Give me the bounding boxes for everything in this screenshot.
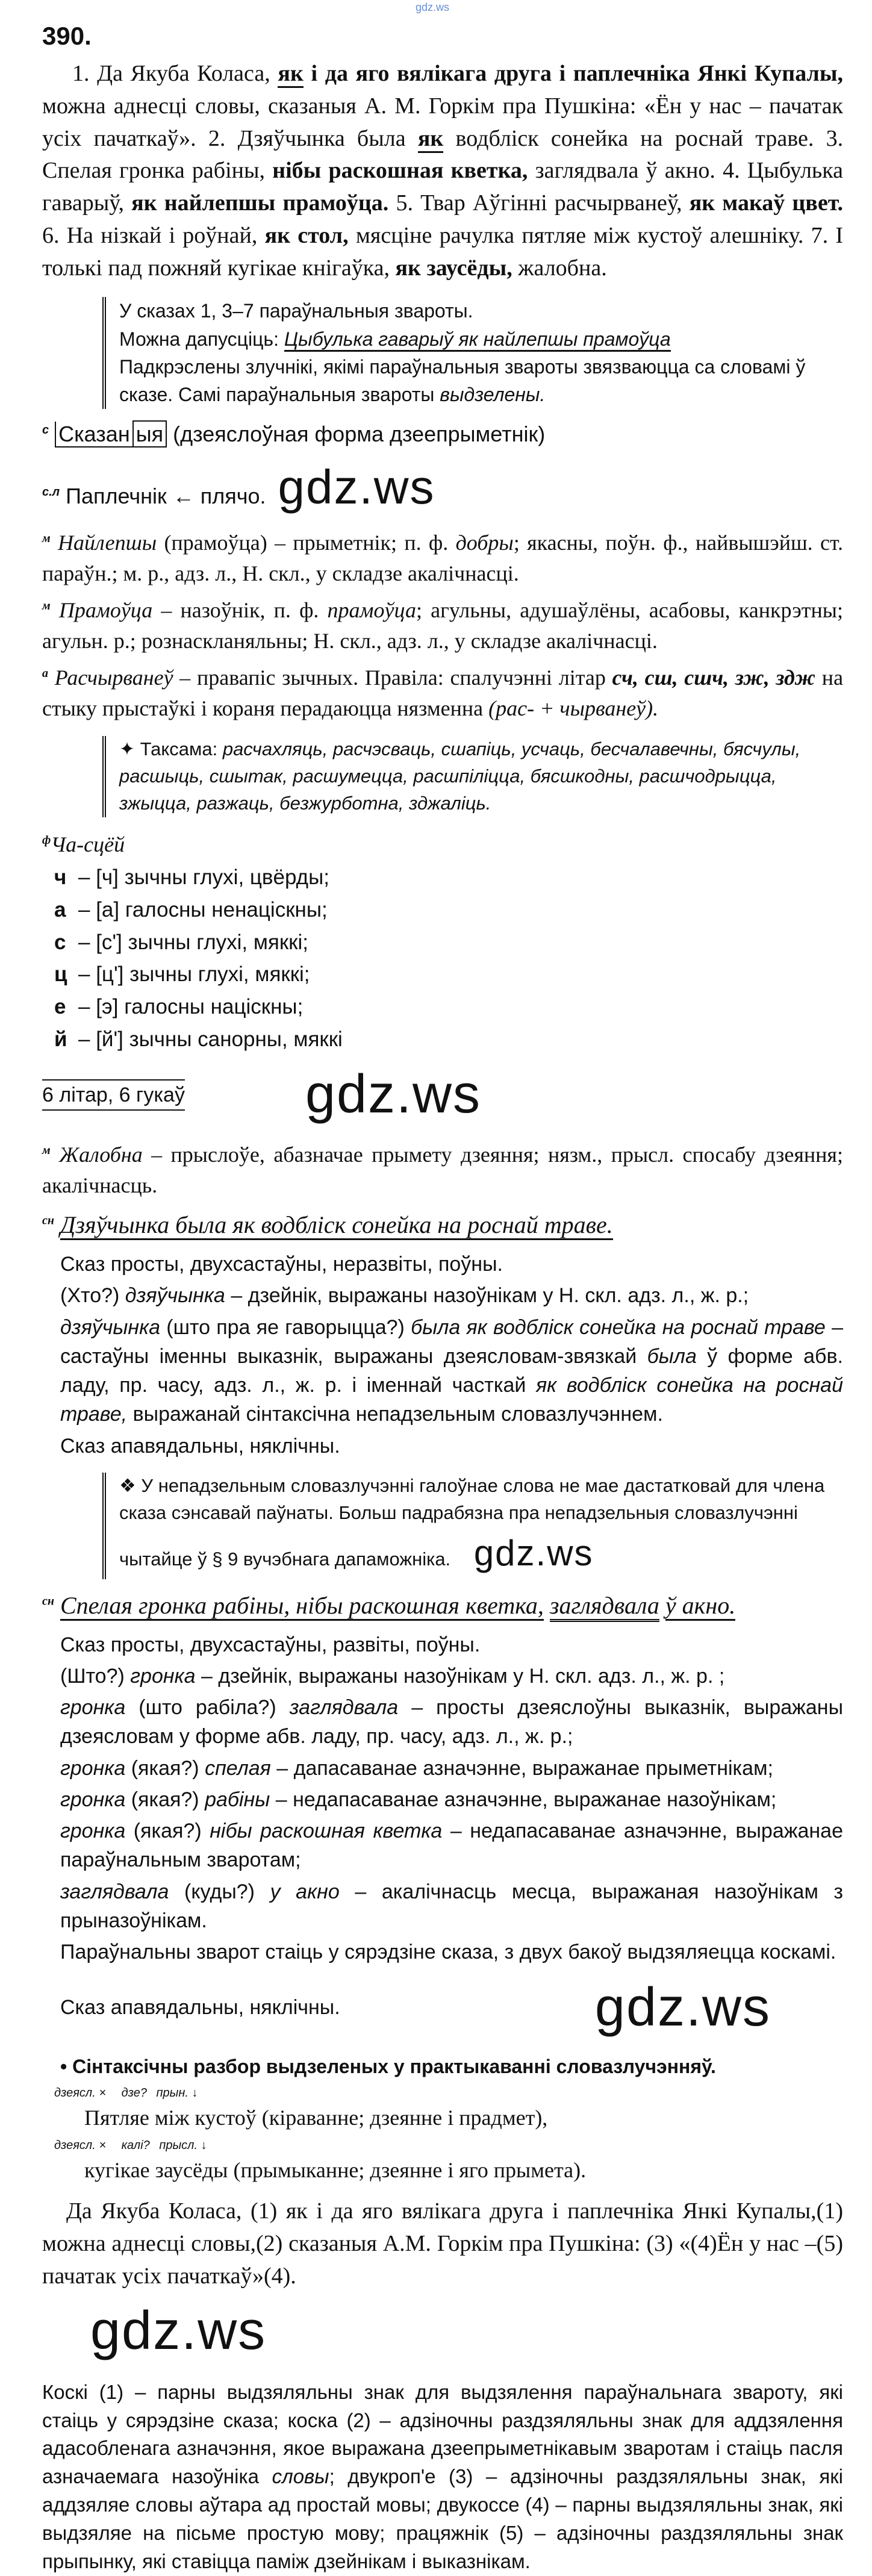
text-run: – прыслоўе, абазначае прымету дзеяння; нязм., прысл. спосабу дзеяння; акалічнасць. xyxy=(42,1143,843,1198)
text-run: ў форме абв. ладу, пр. часу, адз. л., ж. р. і іменнай часткай xyxy=(60,1344,843,1397)
sentence-parse-2 xyxy=(42,1589,843,2047)
term: Жалобна xyxy=(59,1143,143,1167)
syntactic-title: • Сінтаксічны разбор выдзеленых у практыкаванні словазлучэнняў. xyxy=(60,2056,716,2078)
comparative-phrase: як стол, xyxy=(264,223,349,249)
comparative-phrase: і да яго вялікага друга і паплечніка Янкі Купалы, xyxy=(311,60,844,86)
parse-line xyxy=(60,1817,843,1875)
phonetic-analysis xyxy=(42,829,843,1134)
exercise-text xyxy=(42,58,843,285)
text-run: Коскі (1) – парны выдзяляльны знак для выдзялення параўнальнага звароту, які стаіць у сярэдзіне сказа; коска (2) – адзіночны раздзяляльны знак для аддзялення адасобленага азначэння, якое выражана дзеепрыметнікавым зваротам і стаіць пасля азначаемага назоўніка xyxy=(42,2380,843,2488)
schema-label: дзеясл. xyxy=(54,2138,96,2152)
phonetic-row xyxy=(54,895,843,925)
parse-line: Сказ апавядальны, няклічны. xyxy=(60,1996,340,2019)
text-run: Да Якуба Коласа, xyxy=(97,60,270,86)
text-run: гронка xyxy=(60,1756,126,1780)
phonetic-row xyxy=(54,992,843,1022)
text-run: – назоўнік, п. ф. xyxy=(161,597,319,622)
text-run: – недапасаванае азначэнне, выражанае параўнальным зваротам; xyxy=(60,1820,843,1872)
text-run: як водбліск сонейка на роснай траве, xyxy=(60,1374,843,1426)
exercise-page xyxy=(42,12,843,2576)
watermark: gdz.ws xyxy=(473,1532,594,1573)
text-run: ✦ Таксама: xyxy=(119,738,218,760)
term: Прамоўца xyxy=(58,597,153,622)
text-run: – правапіс зычных. Правіла: спалучэнні літар xyxy=(179,666,606,690)
phonetic-word: Ча-сцёй xyxy=(51,832,125,857)
text-run: гронка xyxy=(60,1696,126,1720)
phonetic-description: – [ц'] зычны глухі, мяккі; xyxy=(78,962,310,987)
text-run: (якая?) xyxy=(131,1756,199,1780)
text-run: 3. Спелая гронка рабіны, xyxy=(42,125,844,184)
text-run: 1. xyxy=(72,60,90,86)
punctuation-sentence: Да Якуба Коласа, (1) як і да яго вялікага друга і паплечніка Янкі Купалы,(1) можна аднесці словы,(2) сказаныя А.М. Горкім пра Пушкіна: (3) «(4)Ён у нас –(5) пачатак усіх пачаткаў»(4). xyxy=(42,2198,843,2289)
text-run: ; двукроп'е (3) – адзіночны раздзяляльны знак, які аддзяляе словы аўтара ад простай мовы; двукоссе (4) – парны выдзяляльны знак, які выдзяляе на пісьме простую мову; працяжнік (5) – адзіночны раздзяляльны знак прыпынку, які ставіцца паміж дзейнікам і выказнікам. xyxy=(42,2465,843,2572)
text-run: 4. Цыбулька гаварыў, xyxy=(42,158,844,216)
text-run: – просты дзеяслоўны выказнік, выражаны дзеясловам у форме абв. ладу, пр. часу, адз. л., ж. р.; xyxy=(60,1696,844,1748)
morpheme-analysis-1 xyxy=(42,419,843,449)
text-run: выражанай сінтаксічна непадзельным словазлучэннем. xyxy=(132,1403,663,1426)
note-line xyxy=(119,353,843,409)
text-run: – акалічнасць месца, выражаная назоўнікам з прыназоўнікам. xyxy=(60,1880,843,1932)
phonetic-letter: ц xyxy=(54,962,67,987)
analysis-marker: м xyxy=(42,599,51,613)
parse-line xyxy=(60,1785,843,1814)
watermark: gdz.ws xyxy=(278,460,435,514)
note-line xyxy=(119,325,843,353)
analysis-label: ф xyxy=(42,834,51,847)
text-run: добры xyxy=(455,530,514,555)
text-run: расчахляць, расчэсваць, сшапіць, усчаць, бесчалавечны, бясчулы, расшыць, сшытак, расшумецца, расшпіліцца, бясшкодны, расшчодрыцца, зжыцца, разжаць, безжурботна, зджаліць. xyxy=(119,738,801,814)
analysis-label: с.л xyxy=(42,485,60,499)
term: Найлепшы xyxy=(58,530,157,555)
parse-line xyxy=(60,1693,843,1751)
parse-line: Сказ просты, двухсастаўны, развіты, поўны. xyxy=(60,1633,481,1656)
entry-zhalobna xyxy=(42,1140,843,1201)
analysis-label: сн xyxy=(42,1214,54,1227)
text-run: дзяўчынка xyxy=(125,1284,225,1308)
text-run: нібы раскошная кветка xyxy=(210,1820,443,1843)
text-run: сч, сш, сшч, зж, здж xyxy=(612,666,816,690)
text-run: заглядвала xyxy=(60,1880,169,1903)
text-run: спелая xyxy=(205,1756,271,1780)
phonetic-row xyxy=(54,928,843,958)
text-run: 6. На нізкай і роўнай, xyxy=(42,223,258,249)
text-run: заглядвала ў акно. xyxy=(535,158,715,184)
text-run: – недапасаванае азначэнне, выражанае назоўнікам; xyxy=(275,1788,777,1811)
analysis-marker: а xyxy=(42,667,48,680)
text-run: у акно xyxy=(270,1880,340,1903)
entry-pramoutsa xyxy=(42,595,843,656)
conjunction: як xyxy=(418,126,443,153)
text-run: – састаўны іменны выказнік, выражаны дзеясловам-звязкай xyxy=(60,1315,843,1368)
conjunction: як xyxy=(278,61,303,88)
comparative-phrase: як заусёды, xyxy=(395,255,512,281)
term: Расчырванеў xyxy=(54,666,173,690)
schema-label: прысл. xyxy=(159,2138,198,2152)
phonetic-description: – [а] галосны ненаціскны; xyxy=(78,897,328,922)
phonetic-description: – [э] галосны націскны; xyxy=(78,994,304,1018)
text-run: словы xyxy=(272,2465,329,2488)
text-run: ❖ У непадзельным словазлучэнні галоўнае слова не мае дастатковай для члена сказа сэнсавай паўнаты. Больш падрабязна пра непадзельныя словазлучэнні чытайце ў § 9 вучэбнага дапаможніка. xyxy=(119,1474,825,1570)
note-comparative xyxy=(102,297,843,409)
note-line: У сказах 1, 3–7 параўнальныя звароты. xyxy=(119,300,473,322)
phonetic-letter: ч xyxy=(54,865,67,890)
analysis-marker: м xyxy=(42,531,51,545)
phonetic-row xyxy=(54,1024,843,1055)
phonetic-description: – [ч] зычны глухі, цвёрды; xyxy=(78,865,329,890)
text-run: (рас- + чырванеў). xyxy=(488,696,659,721)
text-run: (якая?) xyxy=(131,1788,199,1811)
text-run: была як водбліск сонейка на роснай траве xyxy=(411,1315,826,1339)
text-run: жалобна. xyxy=(518,255,607,281)
parse-line: Сказ апавядальны, няклічны. xyxy=(60,1434,340,1458)
parse-line xyxy=(60,1754,843,1783)
text-run: выдзелены. xyxy=(440,384,546,406)
text-run: 2. Дзяўчынка была xyxy=(208,125,406,151)
text-run: прамоўца xyxy=(327,597,416,622)
text-run: была xyxy=(647,1344,697,1368)
text-run: дзяўчынка xyxy=(60,1315,161,1339)
text-run: (якая?) xyxy=(133,1820,202,1843)
parse-line xyxy=(60,1662,843,1691)
text-run: ; якасны, поўн. ф., найвышэйш. ст. параўн.; м. р., адз. л., Н. скл., у складзе акалічнасці. xyxy=(42,530,843,585)
text-run: Падкрэслены злучнікі, якімі параўнальныя звароты звязваюцца са словамі ў сказе. Самі параўнальныя звароты xyxy=(119,356,806,406)
parse-line xyxy=(60,1281,843,1310)
schema-label: дзеясл. xyxy=(54,2086,96,2100)
word: Паплечнік ← плячо. xyxy=(66,483,266,508)
text-run: (Хто?) xyxy=(60,1284,120,1308)
phonetic-description: – [й'] зычны санорны, мяккі xyxy=(78,1027,343,1051)
word-ending: ыя xyxy=(132,420,167,448)
entry-naylepshy xyxy=(42,528,843,589)
analysis-marker: м xyxy=(42,1144,51,1158)
text-run: можна аднесці словы, сказаныя А. М. Горкім пра Пушкіна: «Ён у нас – пачатак усіх пачаткаў». xyxy=(42,93,843,151)
sentence: ў акно. xyxy=(665,1592,735,1621)
phrase-text: Пятляе між кустоў (кіраванне; дзеянне і прадмет), xyxy=(84,2105,548,2130)
phrase-schema-1: дзеясл. × дзе? прын. ↓ Пятляе між кустоў (кіраванне; дзеянне і прадмет), xyxy=(54,2085,843,2133)
text-run: (што рабіла?) xyxy=(139,1696,276,1720)
phrase-text: кугікае заусёды (прымыканне; дзеянне і яго прымета). xyxy=(84,2157,587,2182)
text-run: (Што?) xyxy=(60,1664,125,1688)
parse-line xyxy=(60,1313,843,1429)
text-run: (дзеяслоўная форма дзеепрыметнік) xyxy=(173,421,546,446)
phonetic-letter: а xyxy=(54,897,66,922)
watermark: gdz.ws xyxy=(305,1064,482,1125)
note-also xyxy=(102,736,843,817)
analysis-label: с xyxy=(42,423,49,437)
text-run: Цыбулька гаварыў як найлепшы прамоўца xyxy=(284,328,671,352)
text-run: на стыку прыстаўкі і кораня перадаюцца нязменна xyxy=(42,666,844,721)
morpheme-analysis-2 xyxy=(42,453,843,522)
text-run: ; агульны, адушаўлёны, асабовы, канкрэтны; агульн. р.; рознаскланяльны; Н. скл., адз. л., у складзе акалічнасці. xyxy=(42,597,843,653)
sentence: Спелая гронка рабіны, нібы раскошная кветка, xyxy=(60,1592,544,1621)
text-run: Можна дапусціць: xyxy=(119,328,279,350)
schema-question: калі? xyxy=(121,2138,150,2152)
comparative-phrase: як макаў цвет. xyxy=(689,190,844,216)
word-stem: Сказан xyxy=(55,422,132,448)
punctuation-explanation xyxy=(42,2378,843,2576)
parse-line: Параўнальны зварот стаіць у сярэдзіне сказа, з двух бакоў выдзяляецца коскамі. xyxy=(60,1941,836,1964)
top-watermark: gdz.ws xyxy=(416,1,450,13)
sentence-parse-1 xyxy=(42,1208,843,1461)
text-run: гронка xyxy=(130,1664,196,1688)
sentence: Дзяўчынка была як водбліск сонейка на роснай траве. xyxy=(60,1211,613,1240)
text-run: (прамоўца) – прыметнік; п. ф. xyxy=(164,530,449,555)
phonetic-letter: е xyxy=(54,994,66,1018)
text-run: – дзейнік, выражаны назоўнікам у Н. скл. адз. л., ж. р.; xyxy=(231,1284,749,1308)
phonetic-row xyxy=(54,862,843,893)
entry-raschyrvaneu xyxy=(42,663,843,724)
text-run: мясціне рачулка пятляе між кустоў алешніку. xyxy=(355,223,804,249)
analysis-label: сн xyxy=(42,1594,54,1608)
text-run: – дапасаванае азначэнне, выражанае прыметнікам; xyxy=(276,1756,773,1780)
phonetic-letter: с xyxy=(54,930,66,954)
schema-label: прын. xyxy=(156,2086,188,2100)
phonetic-letter: й xyxy=(54,1027,67,1051)
phonetic-row xyxy=(54,959,843,990)
text-run: водбліск сонейка на роснай траве. xyxy=(455,125,814,151)
watermark: gdz.ws xyxy=(594,1977,771,2038)
phonetic-total: 6 літар, 6 гукаў xyxy=(42,1079,185,1111)
text-run: гронка xyxy=(60,1820,126,1843)
watermark: gdz.ws xyxy=(90,2300,267,2361)
comparative-phrase: нібы раскошная кветка, xyxy=(272,158,528,184)
exercise-number: 390. xyxy=(42,22,92,50)
text-run: (куды?) xyxy=(184,1880,255,1903)
parse-line: Сказ просты, двухсастаўны, неразвіты, поўны. xyxy=(60,1253,503,1276)
note-indivisible xyxy=(102,1473,843,1579)
comparative-phrase: як найлепшы прамоўца. xyxy=(131,190,389,216)
text-run: – дзейнік, выражаны назоўнікам у Н. скл. адз. л., ж. р. ; xyxy=(201,1664,725,1688)
parse-line xyxy=(60,1877,843,1936)
text-run: заглядвала xyxy=(289,1696,399,1720)
text-run: рабіны xyxy=(205,1788,270,1811)
text-run: 7. І толькі пад пожняй кугікае кнігаўка, xyxy=(42,223,843,281)
phonetic-description: – [с'] зычны глухі, мяккі; xyxy=(78,930,308,954)
text-run: гронка xyxy=(60,1788,126,1811)
text-run: (што пра яе гаворыцца?) xyxy=(166,1315,405,1339)
phrase-schema-2: дзеясл. × калі? прысл. ↓ кугікае заусёды (прымыканне; дзеянне і яго прымета). xyxy=(54,2137,843,2186)
schema-question: дзе? xyxy=(121,2086,147,2100)
phonetic-rows xyxy=(42,862,843,1054)
text-run: 5. Твар Аўгінні расчырванеў, xyxy=(396,190,682,216)
sentence: заглядвала xyxy=(550,1592,659,1622)
